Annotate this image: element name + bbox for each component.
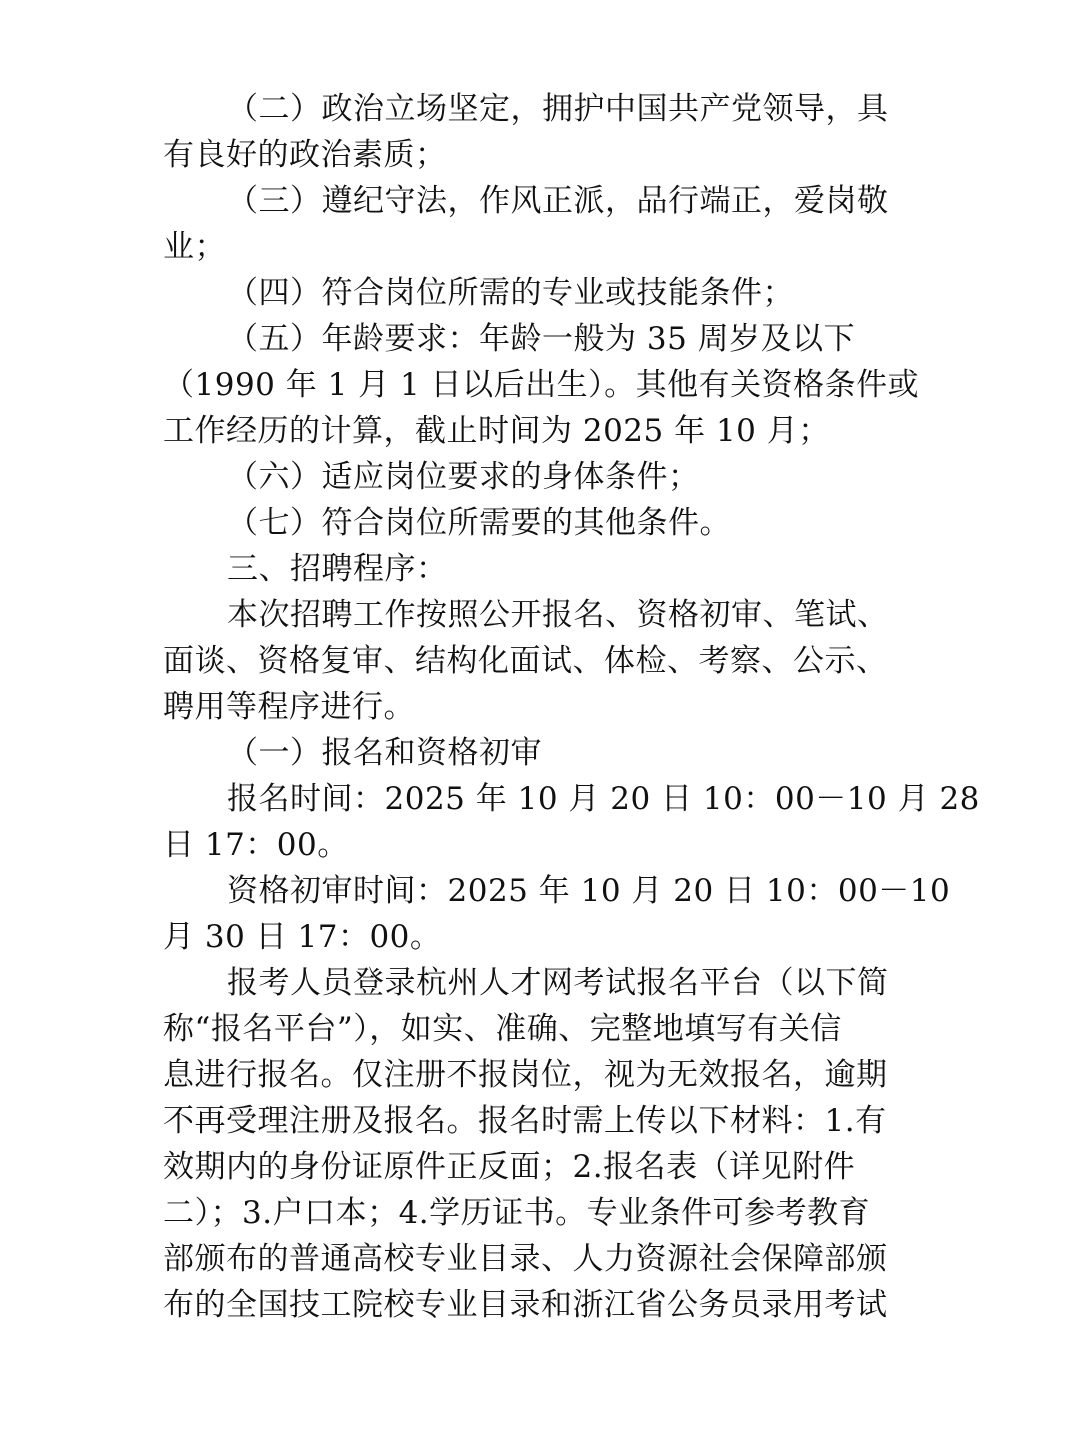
condition-5-paragraph (163, 316, 920, 454)
text-line: （六）适应岗位要求的身体条件； (227, 459, 700, 495)
section-3-heading (163, 546, 917, 592)
text-line: （一）报名和资格初审 (227, 735, 542, 771)
procedure-paragraph (163, 592, 917, 730)
text-line: 报名时间：2025 年 10 月 20 日 10：00－10 月 28 (227, 781, 980, 817)
text-line: 不再受理注册及报名。报名时需上传以下材料：1.有 (163, 1103, 887, 1139)
text-line: 二）；3.户口本；4.学历证书。专业条件可参考教育 (163, 1195, 871, 1231)
text-line: 报考人员登录杭州人才网考试报名平台（以下简 (227, 965, 889, 1001)
text-line: （四）符合岗位所需的专业或技能条件； (227, 275, 794, 311)
text-line: （1990 年 1 月 1 日以后出生）。其他有关资格条件或 (163, 367, 920, 403)
text-line: （五）年龄要求：年龄一般为 35 周岁及以下 (227, 321, 856, 357)
text-line: 工作经历的计算，截止时间为 2025 年 10 月； (163, 413, 830, 449)
condition-4-paragraph (163, 270, 917, 316)
text-line: 效期内的身份证原件正反面；2.报名表（详见附件 (163, 1149, 856, 1185)
text-line: （三）遵纪守法，作风正派，品行端正，爱岗敬 (227, 183, 889, 219)
text-line: 聘用等程序进行。 (163, 689, 415, 725)
text-line: （七）符合岗位所需要的其他条件。 (227, 505, 731, 541)
condition-3-paragraph (163, 178, 917, 270)
text-line: 部颁布的普通高校专业目录、人力资源社会保障部颁 (163, 1241, 888, 1277)
text-line: 面谈、资格复审、结构化面试、体检、考察、公示、 (163, 643, 888, 679)
document-page (163, 86, 980, 1328)
condition-7-paragraph (163, 500, 917, 546)
text-line: 资格初审时间：2025 年 10 月 20 日 10：00－10 (227, 873, 951, 909)
text-line: 月 30 日 17：00。 (163, 919, 442, 955)
text-line: 业； (163, 229, 226, 265)
text-line: 有良好的政治素质； (163, 137, 447, 173)
text-line: （二）政治立场坚定，拥护中国共产党领导，具 (227, 91, 889, 127)
condition-2-paragraph (163, 86, 917, 178)
subsection-1-heading (163, 730, 917, 776)
condition-6-paragraph (163, 454, 917, 500)
text-line: 本次招聘工作按照公开报名、资格初审、笔试、 (227, 597, 889, 633)
text-line: 布的全国技工院校专业目录和浙江省公务员录用考试 (163, 1287, 888, 1323)
registration-instructions-paragraph (163, 960, 917, 1328)
preliminary-review-time-paragraph (163, 868, 951, 960)
text-line: 日 17：00。 (163, 827, 349, 863)
text-line: 息进行报名。仅注册不报岗位，视为无效报名，逾期 (163, 1057, 888, 1093)
text-line: 称“报名平台”），如实、准确、完整地填写有关信 (163, 1011, 842, 1047)
registration-time-paragraph (163, 776, 980, 868)
text-line: 三、招聘程序： (227, 551, 448, 587)
